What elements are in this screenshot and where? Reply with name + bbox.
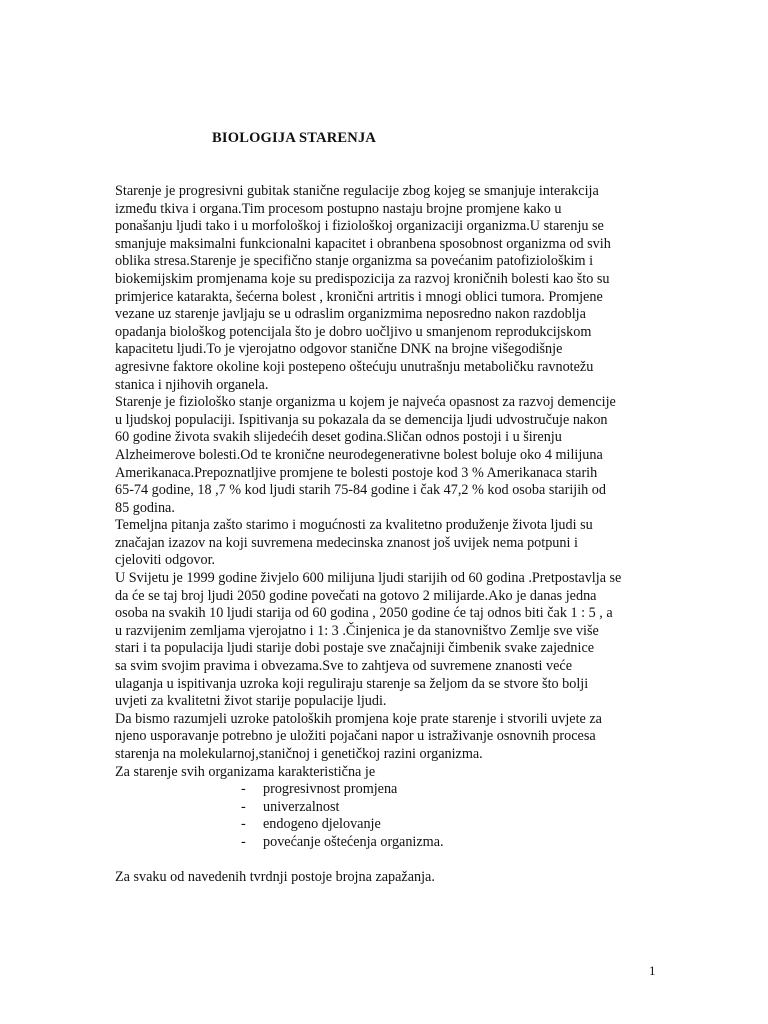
text-line: 65-74 godine, 18 ,7 % kod ljudi starih 75-84 godine i čak 47,2 % kod osoba starijih od [115,482,606,499]
list-dash: - [241,816,246,833]
text-line: oblika stresa.Starenje je specifično stanje organizma sa povećanim patofiziološkim i [115,253,594,270]
list-item [115,834,660,852]
text-line: Temeljna pitanja zašto starimo i mogućnosti za kvalitetno produženje života ljudi su [115,517,593,534]
text-line: stanica i njihovih organela. [115,376,269,393]
text-line: starenja na molekularnoj,staničnoj i genetičkoj razini organizma. [115,746,483,762]
text-line: Starenje je fiziološko stanje organizma u kojem je najveća opasnost za razvoj demencije [115,394,616,411]
text-line: 60 godine života svakih slijedećih deset godina.Sličan odnos postoji i u širenju [115,429,562,446]
text-line: da će se taj broj ljudi 2050 godine povečati na gotovo 2 milijarde.Ako je danas jedna [115,587,597,604]
text-line: Starenje je progresivni gubitak stanične regulacije zbog kojeg se smanjuje interakcija [115,183,599,199]
text-line: smanjuje maksimalni funkcionalni kapacitet i obranbena sposobnost organizma od svih [115,235,611,252]
text-line: između tkiva i organa.Tim procesom postupno nastaju brojne promjene kako u [115,200,562,217]
list-item-text: progresivnost promjena [263,781,398,798]
list-item-text: univerzalnost [263,798,340,815]
list-dash: - [241,781,246,798]
page-number: 1 [649,963,656,978]
list-item [115,816,660,834]
list-item-text: endogeno djelovanje [263,816,381,833]
text-line: Amerikanaca.Prepoznatljive promjene te bolesti postoje kod 3 % Amerikanaca starih [115,464,598,481]
list-dash: - [241,798,246,815]
paragraph-gap [115,852,660,870]
document-title: BIOLOGIJA STARENJA [212,130,377,146]
text-line: opadanja biološkog potencijala što je dobro uočljivo u smanjenom reprodukcijskom [115,323,592,340]
text-line: ulaganja u ispitivanja uzroka koji reguliraju starenje sa željom da se stvore što bolji [115,675,589,692]
closing-line: Za svaku od navedenih tvrdnji postoje brojna zapažanja. [115,869,435,886]
text-line: značajan izazov na koji suvremena medecinska znanost još uvijek nema potpuni i [115,534,578,551]
list-item [115,799,660,817]
text-line: kapacitetu ljudi.To je vjerojatno odgovor stanične DNK na brojne višegodišnje [115,341,563,358]
text-line: primjerice katarakta, šećerna bolest , kronični artritis i mnogi oblici tumora. Promjene [115,288,603,305]
text-line: vezane uz starenje javljaju se u odraslim organizmima neposredno nakon razdoblja [115,306,586,323]
text-line: Alzheimerove bolesti.Od te kronične neurodegenerativne bolest boluje oko 4 milijuna [115,446,603,463]
text-line: 85 godina. [115,499,175,516]
document-body [115,183,660,887]
list-item-text: povećanje oštećenja organizma. [263,833,444,850]
text-line: U Svijetu je 1999 godine živjelo 600 milijuna ljudi starijih od 60 godina .Pretpostavlja se [115,570,622,587]
text-line: cjeloviti odgovor. [115,552,216,569]
text-line: uvjeti za kvalitetni život starije populacije ljudi. [115,693,387,710]
text-line: Za starenje svih organizama karakteristična je [115,763,376,780]
text-line: osoba na svakih 10 ljudi starija od 60 godina , 2050 godine će taj odnos biti čak 1 : 5 , a [115,605,613,622]
list-item [115,781,660,799]
text-line: ponašanju ljudi tako i u morfološkoj i fiziološkoj organizaciji organizma.U starenju se [115,218,604,235]
text-line: sa svim svojim pravima i obvezama.Sve to zahtjeva od suvremene znanosti veće [115,658,573,675]
text-line: biokemijskim promjenama koje su predispozicija za razvoj kroničnih bolesti kao što su [115,270,610,287]
text-line: njeno usporavanje potrebno je uložiti pojačani napor u istraživanje osnovnih procesa [115,728,596,745]
text-line: u razvijenim zemljama vjerojatno i 1: 3 .Činjenica je da stanovništvo Zemlje sve više [115,622,599,639]
text-line: Da bismo razumjeli uzroke patoloških promjena koje prate starenje i stvorili uvjete za [115,710,602,727]
text-line: agresivne faktore okoline koji postepeno oštećuju unutrašnju metaboličku ravnotežu [115,358,594,375]
text-line: u ljudskoj populaciji. Ispitivanja su pokazala da se demencija ljudi udvostručuje nakon [115,411,608,428]
text-line: stari i ta populacija ljudi starije dobi postaje sve značajniji čimbenik svake zajednice [115,640,595,657]
list-dash: - [241,833,246,850]
